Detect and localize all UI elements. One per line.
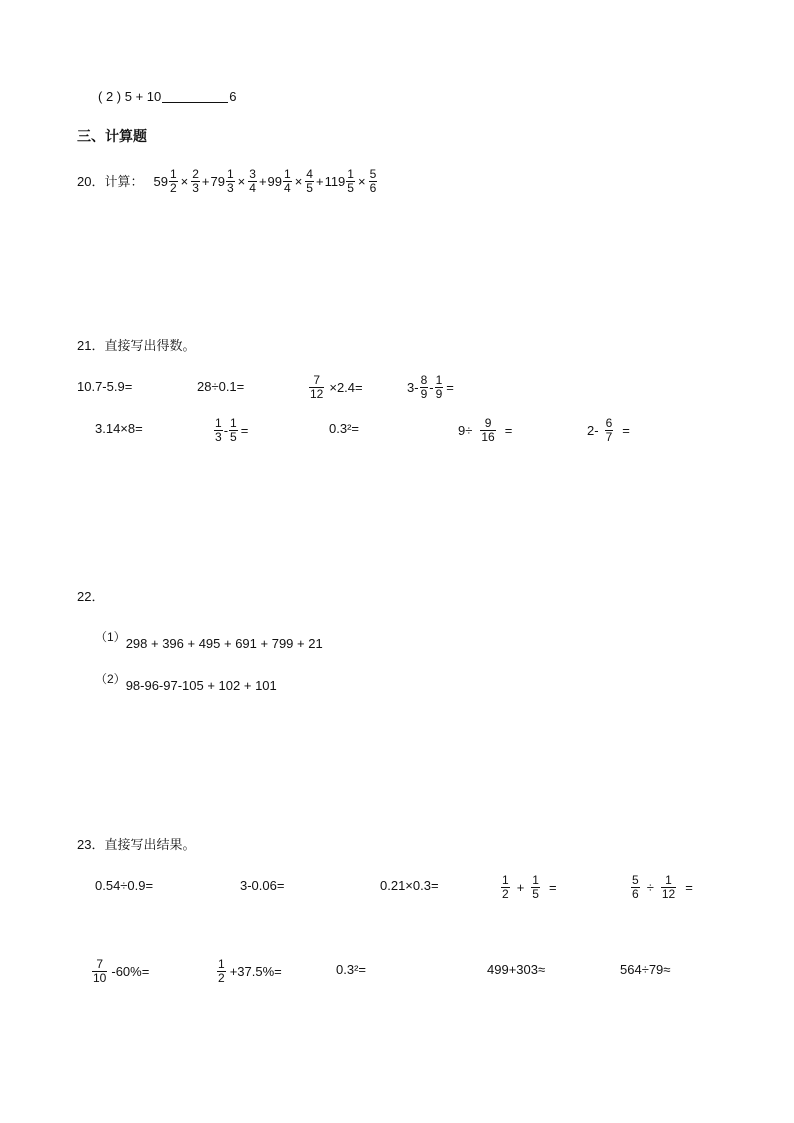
q21-item-2: 28÷0.1=: [197, 379, 245, 394]
q21-item-5: 3.14×8=: [95, 421, 143, 436]
q22-part2: （2）98-96-97-105 + 102 + 101: [95, 672, 277, 693]
q21-item-4: 3- $\frac{8}{9}$ - $\frac{1}{9}$ =: [407, 373, 454, 401]
mixed-number: 59 $\frac{1}{2}$: [153, 167, 177, 195]
q23-item-10: 564÷79≈: [620, 962, 671, 977]
question-21-title: 21．直接写出得数。: [77, 338, 196, 353]
answer-blank[interactable]: [162, 90, 228, 103]
fraction: $\frac{5}{6}$: [369, 167, 377, 195]
q23-item-4: $\frac{1}{2}$ + $\frac{1}{5}$ =: [502, 873, 557, 901]
q19-part2: ( 2 ) 5 + 10 6: [98, 89, 237, 104]
q23-item-5: $\frac{5}{6}$ ÷ $\frac{1}{12}$ =: [632, 873, 693, 901]
q21-item-1: 10.7-5.9=: [77, 379, 133, 394]
mixed-number: 79 $\frac{1}{3}$: [210, 167, 234, 195]
fraction: $\frac{3}{4}$: [249, 167, 256, 195]
q21-item-9: 2- $\frac{6}{7}$ =: [587, 416, 630, 444]
q21-item-6: $\frac{1}{3}$ - $\frac{1}{5}$ =: [215, 416, 249, 444]
fraction: $\frac{2}{3}$: [192, 167, 199, 195]
fraction: $\frac{4}{5}$: [306, 167, 313, 195]
q21-item-7: 0.3²=: [329, 421, 359, 436]
section-title: 三、计算题: [77, 128, 147, 144]
q23-item-3: 0.21×0.3=: [380, 878, 439, 893]
q21-item-3: $\frac{7}{12}$ ×2.4=: [310, 373, 363, 401]
mixed-number: 99 $\frac{1}{4}$: [267, 167, 291, 195]
question-23-title: 23．直接写出结果。: [77, 837, 196, 852]
mixed-number: 119 $\frac{1}{5}$: [324, 167, 354, 195]
q23-item-6: $\frac{7}{10}$ -60%=: [93, 957, 150, 985]
q23-item-9: 499+303≈: [487, 962, 546, 977]
question-22-title: 22．: [77, 589, 105, 604]
q22-part1: （1）298 + 396 + 495 + 691 + 799 + 21: [95, 630, 323, 651]
q23-item-2: 3-0.06=: [240, 878, 285, 893]
q23-item-8: 0.3²=: [336, 962, 366, 977]
question-20-expression: 59 $\frac{1}{2}$ × $\frac{2}{3}$ + 79 $\frac{1}{3}$ × $\frac{3}{4}$ + 99 $\frac{1}{4}$ × $\frac{4}{5}$ + 119 $\frac{1}{5}$ × $\frac{5}{6}$: [153, 167, 377, 195]
question-20: [77, 168, 378, 194]
q23-item-1: 0.54÷0.9=: [95, 878, 154, 893]
q21-item-8: 9÷ $\frac{9}{16}$ =: [458, 416, 513, 444]
question-20-label: 20．计算：: [77, 173, 144, 189]
q23-item-7: $\frac{1}{2}$ +37.5%=: [218, 957, 282, 985]
